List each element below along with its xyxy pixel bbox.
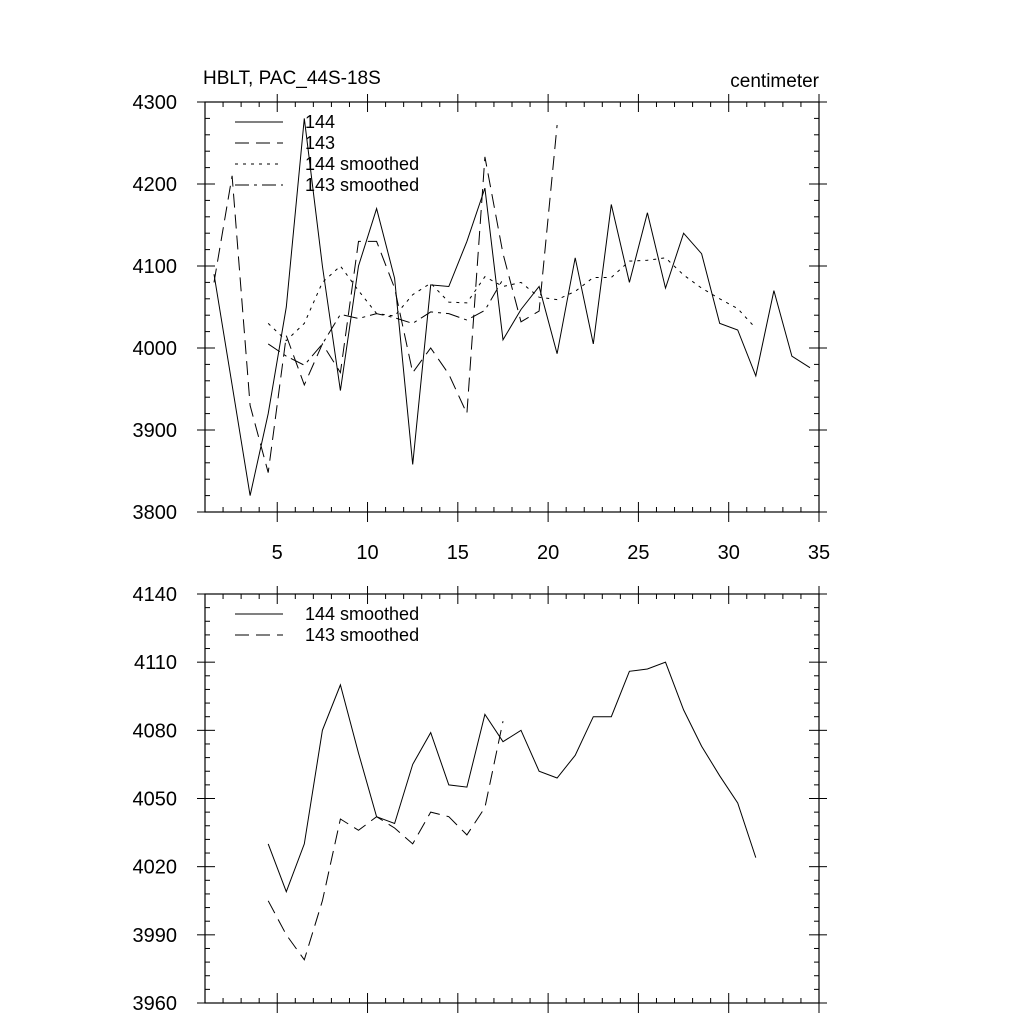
- legend-label: 144 smoothed: [305, 154, 420, 174]
- y-tick-label: 3990: [132, 924, 177, 947]
- y-tick-label: 3800: [132, 502, 177, 524]
- legend-label: 143 smoothed: [305, 175, 420, 195]
- y-tick-label: 4100: [132, 256, 177, 278]
- chart-title: HBLT, PAC_44S-18S: [203, 68, 381, 89]
- legend-label: 143 smoothed: [305, 625, 420, 645]
- y-tick-label: 4050: [132, 788, 177, 811]
- y-tick-label: 4300: [132, 92, 177, 114]
- x-tick-label: 30: [717, 542, 740, 564]
- y-tick-label: 3900: [132, 420, 177, 442]
- y-tick-label: 4140: [132, 584, 177, 606]
- legend-label: 144: [305, 112, 336, 132]
- legend-label: 144 smoothed: [305, 604, 420, 624]
- x-tick-label: 15: [446, 542, 469, 564]
- y-tick-label: 3960: [132, 993, 177, 1015]
- x-tick-label: 25: [627, 542, 650, 564]
- legend-label: 143: [305, 133, 336, 153]
- y-tick-label: 4200: [132, 174, 177, 196]
- x-tick-label: 5: [271, 542, 283, 564]
- x-tick-label: 20: [536, 542, 560, 564]
- y-tick-label: 4080: [132, 720, 177, 743]
- units-label: centimeter: [730, 71, 819, 92]
- y-tick-label: 4110: [133, 652, 177, 675]
- y-tick-label: 4000: [132, 338, 177, 360]
- x-tick-label: 10: [356, 542, 379, 564]
- x-tick-label: 35: [807, 542, 831, 564]
- y-tick-label: 4020: [132, 856, 177, 879]
